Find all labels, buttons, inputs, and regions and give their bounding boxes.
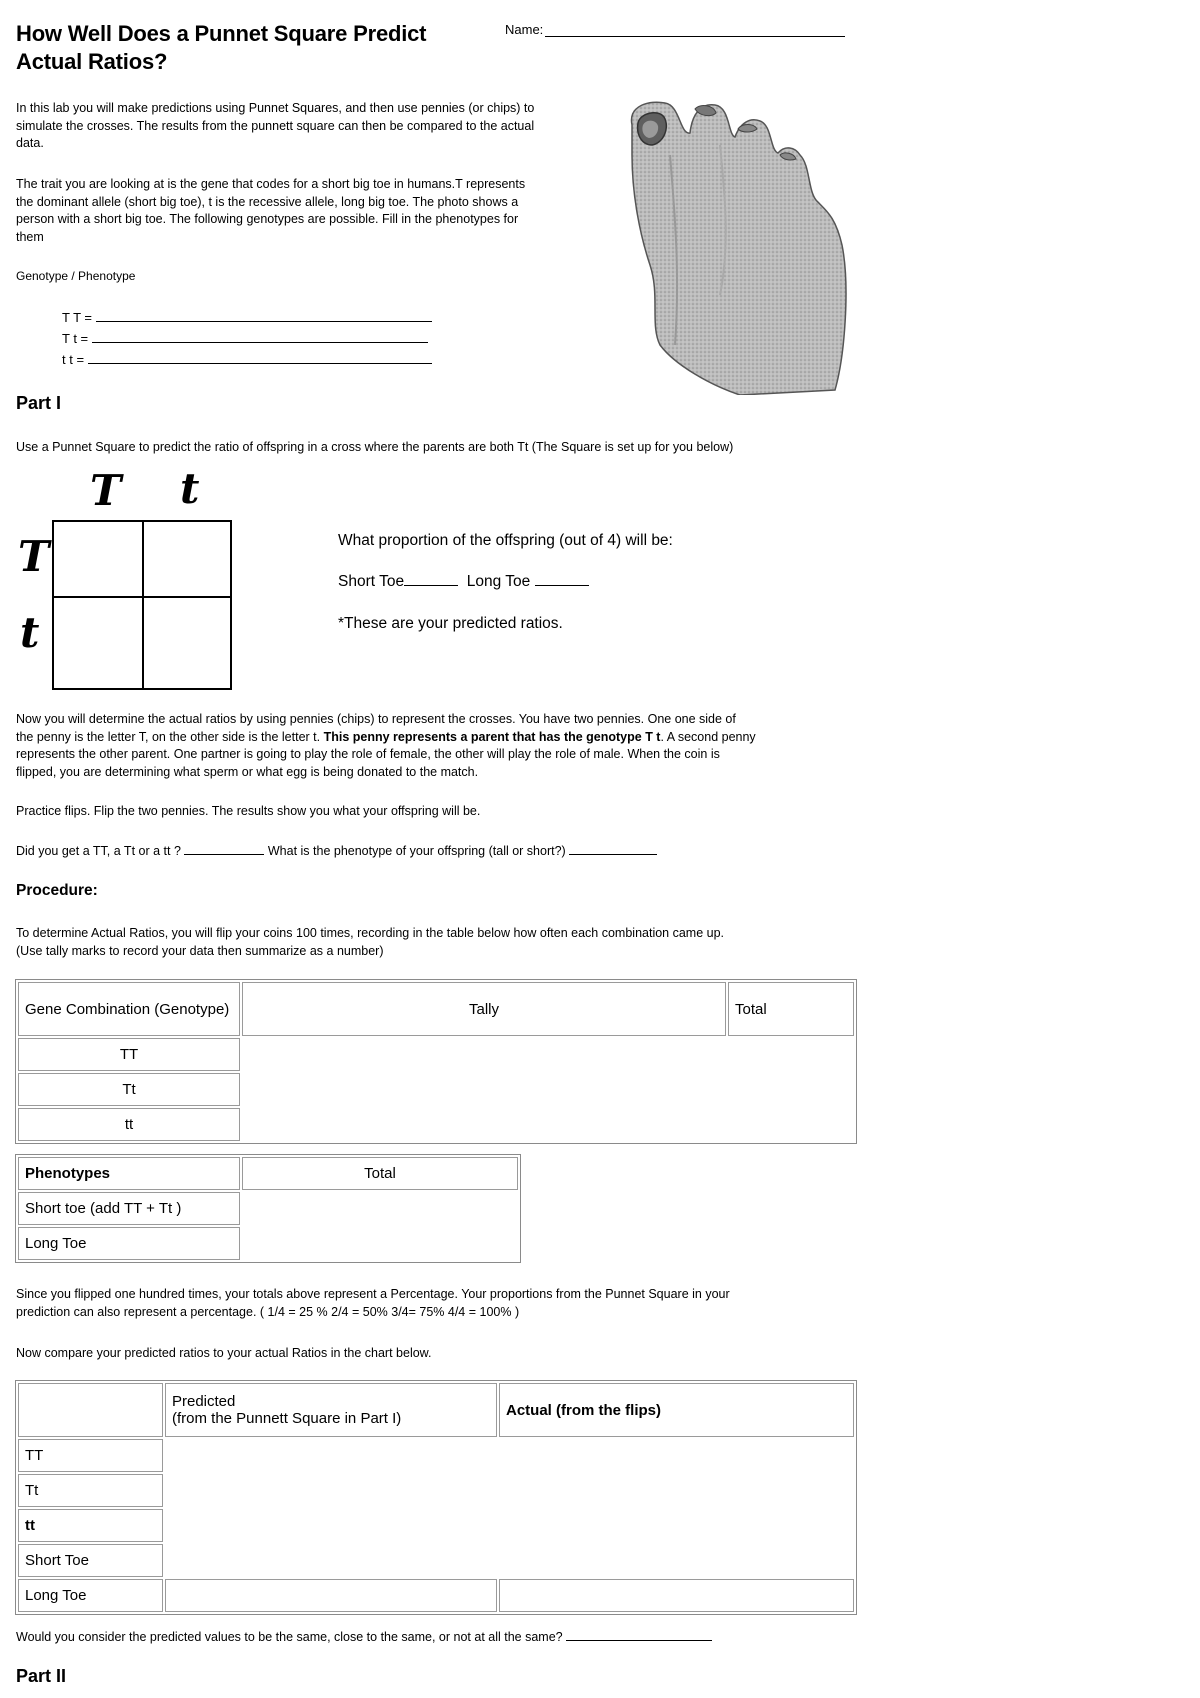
punnett-col-1-label: T bbox=[90, 466, 122, 515]
practice-result-question[interactable]: Did you get a TT, a Tt or a tt ? What is the phenotype of your offspring (tall or short?) bbox=[16, 843, 657, 861]
consider-answer-line[interactable] bbox=[566, 1630, 712, 1641]
part-1-heading: Part I bbox=[16, 393, 62, 413]
name-field[interactable] bbox=[505, 22, 845, 37]
table-row: TT bbox=[18, 1038, 240, 1071]
practice-flips: Practice flips. Flip the two pennies. The results show you what your offspring will be. bbox=[16, 804, 481, 818]
predicted-column-header: Predicted (from the Punnett Square in Part I) bbox=[165, 1383, 497, 1437]
table-row: Long Toe bbox=[18, 1227, 240, 1260]
pennies-paragraph: Now you will determine the actual ratios by using pennies (chips) to represent the crosses. You have two pennies. One one side of the penny is the letter T, on the other side is the letter t. This penny represents a parent that has the genotype T t. A second penny represents the other parent. One partner is going to play the role of female, the other will play the role of male. When the coin is flipped, you are determining what sperm or what egg is being donated to the match. bbox=[16, 712, 756, 779]
punnett-row-1-label: T bbox=[18, 532, 50, 581]
intro-paragraph-2: The trait you are looking at is the gene that codes for a short big toe in humans.T represents the dominant allele (short big toe), t is the recessive allele, long big toe. The photo shows a person with a short big toe. The following genotypes are possible. Fill in the phenotypes for them bbox=[16, 177, 526, 244]
name-line[interactable] bbox=[545, 22, 845, 37]
table-row: tt bbox=[18, 1108, 240, 1141]
punnett-grid[interactable] bbox=[52, 520, 232, 690]
genotype-column-header: Gene Combination (Genotype) bbox=[18, 982, 240, 1036]
punnett-col-2-label: t bbox=[180, 464, 200, 513]
procedure-heading: Procedure: bbox=[16, 882, 98, 899]
tally-column-header: Tally bbox=[242, 982, 726, 1036]
table-row: Short Toe bbox=[18, 1544, 163, 1577]
phenotype-total-header: Total bbox=[242, 1157, 518, 1190]
table-row: Tt bbox=[18, 1073, 240, 1106]
genotype-list bbox=[62, 307, 432, 370]
genotype-Tt[interactable]: T t = bbox=[62, 328, 432, 349]
table-row: tt bbox=[18, 1509, 163, 1542]
genotype-tt[interactable]: t t = bbox=[62, 349, 432, 370]
page-title bbox=[16, 20, 476, 76]
name-label: Name: bbox=[505, 22, 544, 37]
phenotype-total-table bbox=[15, 1154, 521, 1263]
short-big-toe-photo bbox=[620, 95, 860, 395]
genotype-answer-line[interactable] bbox=[184, 844, 264, 855]
phenotype-total-entry[interactable] bbox=[242, 1192, 518, 1260]
long-toe-actual-cell[interactable] bbox=[499, 1579, 854, 1612]
proportion-question: What proportion of the offspring (out of 4) will be: bbox=[338, 532, 673, 549]
predicted-note: *These are your predicted ratios. bbox=[338, 615, 563, 632]
genotype-phenotype-header: Genotype / Phenotype bbox=[16, 269, 136, 283]
genotype-tally-table bbox=[15, 979, 857, 1144]
table-row: Long Toe bbox=[18, 1579, 163, 1612]
punnett-row-2-label: t bbox=[20, 608, 40, 657]
long-toe-label: Long Toe bbox=[466, 573, 531, 590]
long-toe-predicted-cell[interactable] bbox=[165, 1579, 497, 1612]
phenotype-answer-line[interactable] bbox=[569, 844, 657, 855]
part-1-instruction: Use a Punnet Square to predict the ratio of offspring in a cross where the parents are both Tt (The Square is set up for you below) bbox=[16, 440, 734, 454]
genotype-TT[interactable]: T T = bbox=[62, 307, 432, 328]
consider-question[interactable]: Would you consider the predicted values to be the same, close to the same, or not at all the same? bbox=[16, 1629, 712, 1647]
table-row: Tt bbox=[18, 1474, 163, 1507]
phenotypes-column-header: Phenotypes bbox=[18, 1157, 240, 1190]
table-row: Short toe (add TT + Tt ) bbox=[18, 1192, 240, 1225]
tally-entry-area[interactable] bbox=[242, 1038, 854, 1141]
intro-paragraph-1: In this lab you will make predictions using Punnet Squares, and then use pennies (or chips) to simulate the crosses. The results from the punnett square can then be compared to the actual data. bbox=[16, 101, 535, 150]
short-toe-label: Short Toe bbox=[338, 573, 405, 590]
table-row: TT bbox=[18, 1439, 163, 1472]
title-line-1: How Well Does a Punnet Square Predict bbox=[16, 21, 427, 46]
toe-proportion-blanks[interactable] bbox=[338, 573, 589, 591]
punnett-square bbox=[10, 464, 250, 690]
actual-column-header: Actual (from the flips) bbox=[499, 1383, 854, 1437]
compare-instruction: Now compare your predicted ratios to your actual Ratios in the chart below. bbox=[16, 1346, 432, 1360]
blank-header bbox=[18, 1383, 163, 1437]
title-line-2: Actual Ratios? bbox=[16, 49, 168, 74]
total-column-header: Total bbox=[728, 982, 854, 1036]
comparison-entry-area[interactable] bbox=[165, 1439, 854, 1577]
predicted-vs-actual-table bbox=[15, 1380, 857, 1615]
procedure-instructions: To determine Actual Ratios, you will flip your coins 100 times, recording in the table below how often each combination came up. (Use tally marks to record your data then summarize as a number) bbox=[16, 926, 725, 958]
percentage-explanation: Since you flipped one hundred times, your totals above represent a Percentage. Your proportions from the Punnet Square in your prediction can also represent a percentage. ( 1/4 = 25 % 2/4 = 50% 3/4= 75% 4/4 = 100% ) bbox=[16, 1287, 730, 1319]
part-2-heading: Part II bbox=[16, 1666, 67, 1686]
